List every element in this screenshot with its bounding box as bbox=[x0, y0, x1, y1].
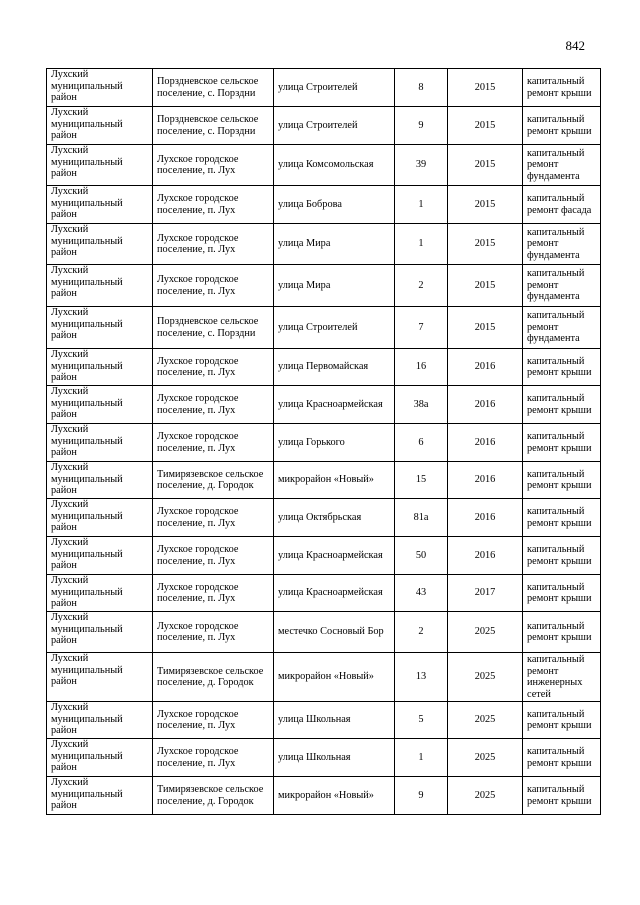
settlement-cell: Лухское городское поселение, п. Лух bbox=[153, 186, 274, 224]
street-cell: улица Строителей bbox=[274, 307, 395, 349]
year-cell: 2016 bbox=[448, 462, 523, 499]
settlement-cell: Тимирязевское сельское поселение, д. Городок bbox=[153, 462, 274, 499]
house-number-cell: 7 bbox=[395, 307, 448, 349]
settlement-cell: Лухское городское поселение, п. Лух bbox=[153, 537, 274, 575]
district-cell: Лухский муниципальный район bbox=[47, 777, 153, 815]
work-type-cell: капитальный ремонт крыши bbox=[523, 424, 601, 462]
year-cell: 2015 bbox=[448, 186, 523, 224]
table-row bbox=[47, 69, 601, 107]
table-row bbox=[47, 224, 601, 265]
settlement-cell: Лухское городское поселение, п. Лух bbox=[153, 739, 274, 777]
work-type-cell: капитальный ремонт крыши bbox=[523, 575, 601, 612]
year-cell: 2015 bbox=[448, 224, 523, 265]
work-type-cell: капитальный ремонт крыши bbox=[523, 702, 601, 739]
district-cell: Лухский муниципальный район bbox=[47, 739, 153, 777]
district-cell: Лухский муниципальный район bbox=[47, 702, 153, 739]
work-type-cell: капитальный ремонт крыши bbox=[523, 69, 601, 107]
district-cell: Лухский муниципальный район bbox=[47, 386, 153, 424]
table-row bbox=[47, 386, 601, 424]
work-type-cell: капитальный ремонт крыши bbox=[523, 612, 601, 653]
settlement-cell: Порздневское сельское поселение, с. Порздни bbox=[153, 307, 274, 349]
street-cell: местечко Сосновый Бор bbox=[274, 612, 395, 653]
house-number-cell: 6 bbox=[395, 424, 448, 462]
house-number-cell: 43 bbox=[395, 575, 448, 612]
house-number-cell: 1 bbox=[395, 224, 448, 265]
house-number-cell: 8 bbox=[395, 69, 448, 107]
district-cell: Лухский муниципальный район bbox=[47, 69, 153, 107]
street-cell: улица Боброва bbox=[274, 186, 395, 224]
street-cell: микрорайон «Новый» bbox=[274, 653, 395, 702]
table-row bbox=[47, 349, 601, 386]
work-type-cell: капитальный ремонт крыши bbox=[523, 107, 601, 145]
house-number-cell: 1 bbox=[395, 739, 448, 777]
table-row bbox=[47, 575, 601, 612]
house-number-cell: 15 bbox=[395, 462, 448, 499]
street-cell: улица Красноармейская bbox=[274, 537, 395, 575]
year-cell: 2015 bbox=[448, 265, 523, 307]
settlement-cell: Лухское городское поселение, п. Лух bbox=[153, 575, 274, 612]
table-row bbox=[47, 739, 601, 777]
street-cell: улица Октябрьская bbox=[274, 499, 395, 537]
work-type-cell: капитальный ремонт крыши bbox=[523, 349, 601, 386]
year-cell: 2016 bbox=[448, 499, 523, 537]
year-cell: 2025 bbox=[448, 702, 523, 739]
district-cell: Лухский муниципальный район bbox=[47, 307, 153, 349]
year-cell: 2025 bbox=[448, 739, 523, 777]
district-cell: Лухский муниципальный район bbox=[47, 224, 153, 265]
table-row bbox=[47, 653, 601, 702]
page-number: 842 bbox=[565, 38, 585, 53]
year-cell: 2015 bbox=[448, 145, 523, 186]
table-row bbox=[47, 107, 601, 145]
street-cell: улица Школьная bbox=[274, 739, 395, 777]
settlement-cell: Лухское городское поселение, п. Лух bbox=[153, 265, 274, 307]
work-type-cell: капитальный ремонт фундамента bbox=[523, 145, 601, 186]
house-number-cell: 9 bbox=[395, 777, 448, 815]
district-cell: Лухский муниципальный район bbox=[47, 145, 153, 186]
house-number-cell: 81а bbox=[395, 499, 448, 537]
settlement-cell: Лухское городское поселение, п. Лух bbox=[153, 702, 274, 739]
year-cell: 2016 bbox=[448, 537, 523, 575]
work-type-cell: капитальный ремонт фундамента bbox=[523, 265, 601, 307]
street-cell: улица Красноармейская bbox=[274, 386, 395, 424]
district-cell: Лухский муниципальный район bbox=[47, 612, 153, 653]
table-row bbox=[47, 777, 601, 815]
house-number-cell: 50 bbox=[395, 537, 448, 575]
house-number-cell: 39 bbox=[395, 145, 448, 186]
street-cell: улица Горького bbox=[274, 424, 395, 462]
street-cell: микрорайон «Новый» bbox=[274, 462, 395, 499]
work-type-cell: капитальный ремонт крыши bbox=[523, 739, 601, 777]
street-cell: улица Комсомольская bbox=[274, 145, 395, 186]
work-type-cell: капитальный ремонт инженерных сетей bbox=[523, 653, 601, 702]
street-cell: улица Строителей bbox=[274, 107, 395, 145]
year-cell: 2016 bbox=[448, 386, 523, 424]
year-cell: 2015 bbox=[448, 307, 523, 349]
table-row bbox=[47, 702, 601, 739]
street-cell: улица Школьная bbox=[274, 702, 395, 739]
house-number-cell: 16 bbox=[395, 349, 448, 386]
work-type-cell: капитальный ремонт крыши bbox=[523, 499, 601, 537]
settlement-cell: Лухское городское поселение, п. Лух bbox=[153, 224, 274, 265]
work-type-cell: капитальный ремонт крыши bbox=[523, 386, 601, 424]
house-number-cell: 38а bbox=[395, 386, 448, 424]
repair-registry-table bbox=[46, 68, 601, 815]
registry-body bbox=[47, 69, 601, 815]
district-cell: Лухский муниципальный район bbox=[47, 186, 153, 224]
house-number-cell: 2 bbox=[395, 265, 448, 307]
table-row bbox=[47, 462, 601, 499]
work-type-cell: капитальный ремонт фундамента bbox=[523, 307, 601, 349]
street-cell: улица Мира bbox=[274, 265, 395, 307]
street-cell: микрорайон «Новый» bbox=[274, 777, 395, 815]
table-row bbox=[47, 537, 601, 575]
table-row bbox=[47, 186, 601, 224]
year-cell: 2025 bbox=[448, 653, 523, 702]
house-number-cell: 5 bbox=[395, 702, 448, 739]
district-cell: Лухский муниципальный район bbox=[47, 424, 153, 462]
table-row bbox=[47, 265, 601, 307]
street-cell: улица Красноармейская bbox=[274, 575, 395, 612]
year-cell: 2015 bbox=[448, 107, 523, 145]
house-number-cell: 13 bbox=[395, 653, 448, 702]
district-cell: Лухский муниципальный район bbox=[47, 107, 153, 145]
year-cell: 2025 bbox=[448, 777, 523, 815]
settlement-cell: Тимирязевское сельское поселение, д. Городок bbox=[153, 653, 274, 702]
street-cell: улица Строителей bbox=[274, 69, 395, 107]
settlement-cell: Лухское городское поселение, п. Лух bbox=[153, 349, 274, 386]
street-cell: улица Мира bbox=[274, 224, 395, 265]
year-cell: 2016 bbox=[448, 424, 523, 462]
table-row bbox=[47, 145, 601, 186]
district-cell: Лухский муниципальный район bbox=[47, 537, 153, 575]
settlement-cell: Лухское городское поселение, п. Лух bbox=[153, 145, 274, 186]
house-number-cell: 9 bbox=[395, 107, 448, 145]
house-number-cell: 1 bbox=[395, 186, 448, 224]
work-type-cell: капитальный ремонт фасада bbox=[523, 186, 601, 224]
house-number-cell: 2 bbox=[395, 612, 448, 653]
district-cell: Лухский муниципальный район bbox=[47, 653, 153, 702]
settlement-cell: Лухское городское поселение, п. Лух bbox=[153, 386, 274, 424]
table-row bbox=[47, 424, 601, 462]
work-type-cell: капитальный ремонт крыши bbox=[523, 462, 601, 499]
work-type-cell: капитальный ремонт фундамента bbox=[523, 224, 601, 265]
street-cell: улица Первомайская bbox=[274, 349, 395, 386]
year-cell: 2025 bbox=[448, 612, 523, 653]
work-type-cell: капитальный ремонт крыши bbox=[523, 537, 601, 575]
settlement-cell: Лухское городское поселение, п. Лух bbox=[153, 612, 274, 653]
district-cell: Лухский муниципальный район bbox=[47, 265, 153, 307]
district-cell: Лухский муниципальный район bbox=[47, 575, 153, 612]
district-cell: Лухский муниципальный район bbox=[47, 499, 153, 537]
settlement-cell: Тимирязевское сельское поселение, д. Городок bbox=[153, 777, 274, 815]
year-cell: 2015 bbox=[448, 69, 523, 107]
year-cell: 2017 bbox=[448, 575, 523, 612]
district-cell: Лухский муниципальный район bbox=[47, 349, 153, 386]
year-cell: 2016 bbox=[448, 349, 523, 386]
table-row bbox=[47, 499, 601, 537]
settlement-cell: Лухское городское поселение, п. Лух bbox=[153, 424, 274, 462]
settlement-cell: Порздневское сельское поселение, с. Порздни bbox=[153, 107, 274, 145]
district-cell: Лухский муниципальный район bbox=[47, 462, 153, 499]
work-type-cell: капитальный ремонт крыши bbox=[523, 777, 601, 815]
table-row bbox=[47, 307, 601, 349]
table-row bbox=[47, 612, 601, 653]
settlement-cell: Порздневское сельское поселение, с. Порздни bbox=[153, 69, 274, 107]
settlement-cell: Лухское городское поселение, п. Лух bbox=[153, 499, 274, 537]
